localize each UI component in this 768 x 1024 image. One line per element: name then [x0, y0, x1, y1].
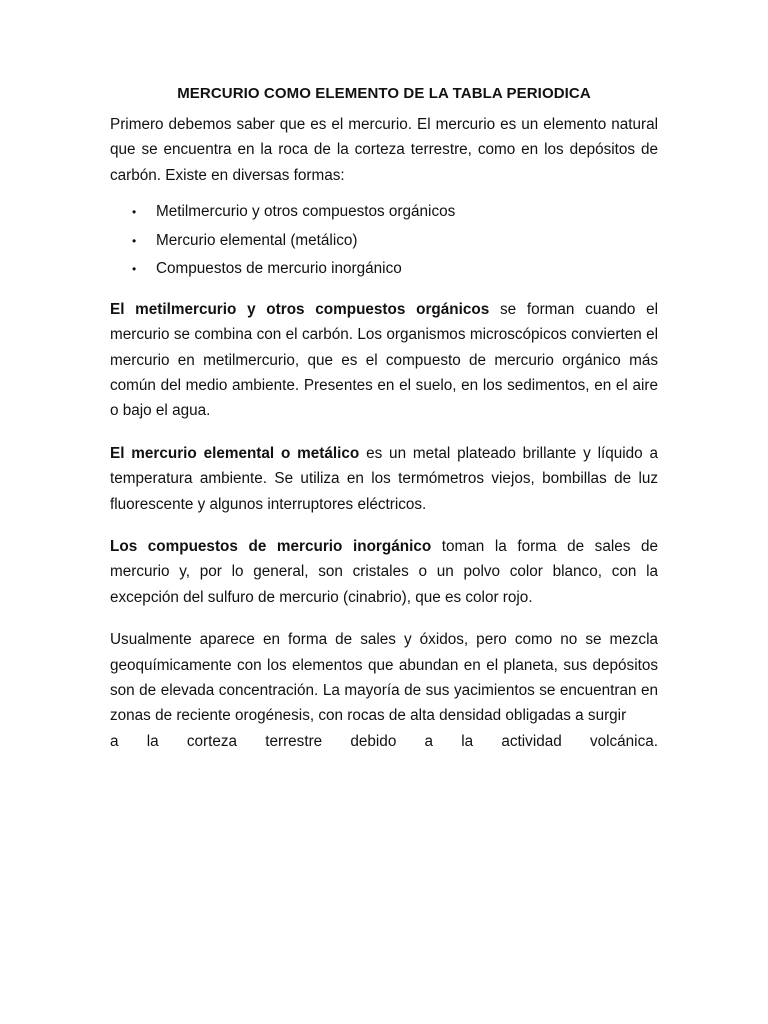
list-item	[110, 198, 658, 227]
list-item	[110, 227, 658, 256]
bullet-icon: •	[132, 262, 137, 277]
forms-list	[110, 198, 658, 284]
paragraph-mercurio-elemental	[110, 441, 658, 517]
list-item-text: Compuestos de mercurio inorgánico	[156, 260, 402, 278]
list-item-text: Mercurio elemental (metálico)	[156, 231, 358, 249]
paragraph-lead-bold: El metilmercurio y otros compuestos orgánicos	[110, 300, 490, 318]
paragraph-text: es un metal plateado brillante y líquido a temperatura ambiente. Se utiliza en los termómetros viejos, bombillas de luz fluorescente y algunos interruptores eléctricos.	[110, 444, 658, 513]
paragraph-lead-bold: Los compuestos de mercurio inorgánico	[110, 537, 432, 555]
paragraph-last-line: a la corteza terrestre debido a la actividad volcánica.	[110, 732, 658, 750]
intro-rest: El mercurio es un elemento natural que se encuentra en la roca de la corteza terrestre, como en los depósitos de carbón. Existe en diversas formas:	[110, 116, 658, 184]
intro-lead: Primero debemos saber que es el mercurio.	[110, 116, 413, 133]
list-item	[110, 255, 658, 284]
paragraph-text: toman la forma de sales de mercurio y, por lo general, son cristales o un polvo color blanco, con la excepción del sulfuro de mercurio (cinabrio), que es color rojo.	[110, 537, 658, 606]
intro-paragraph	[110, 112, 658, 188]
paragraph-text: Usualmente aparece en forma de sales y óxidos, pero como no se mezcla geoquímicamente con los elementos que abundan en el planeta, sus depósitos son de elevada concentración. La mayoría de sus yacimientos se encuentran en zonas de reciente orogénesis, con rocas de alta densidad obligadas a surgir	[110, 631, 658, 725]
paragraph-compuestos-inorganicos	[110, 534, 658, 610]
bullet-icon: •	[132, 233, 137, 248]
paragraph-yacimientos	[110, 627, 658, 754]
bullet-icon: •	[132, 205, 137, 220]
paragraph-text: se forman cuando el mercurio se combina con el carbón. Los organismos microscópicos convierten el mercurio en metilmercurio, que es el compuesto de mercurio orgánico más común del medio ambiente. Presentes en el suelo, en los sedimentos, en el aire o bajo el agua.	[110, 300, 658, 420]
list-item-text: Metilmercurio y otros compuestos orgánicos	[156, 203, 456, 221]
document-title: MERCURIO COMO ELEMENTO DE LA TABLA PERIODICA	[177, 85, 591, 102]
document-body	[110, 84, 658, 771]
paragraph-lead-bold: El mercurio elemental o metálico	[110, 444, 360, 462]
paragraph-metilmercurio	[110, 297, 658, 424]
